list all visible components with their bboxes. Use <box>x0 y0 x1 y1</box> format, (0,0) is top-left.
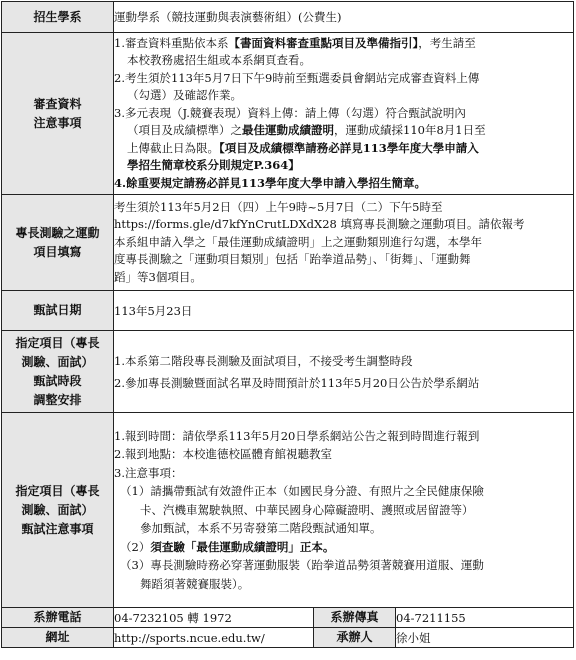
label-schedule: 指定項目（專長 測驗、面試） 甄試時段 調整安排 <box>2 331 114 413</box>
value-sport-item: 考生須於113年5月2日（四）上午9時~5月7日（二）下午5時至 https://forms.gle/d7kfYnCrutLDXdX28 填寫專長測驗之運動項目。請依報考 本系組申請入學之「最佳運動成績證明」上之運動類別進行勾選，本學年 度專長測驗之「運動項目類別」包括「跆拳道品勢」、「街舞」、「運動舞 蹈」等3個項目。 <box>114 195 574 291</box>
label-admission-dept: 招生學系 <box>2 2 114 33</box>
value-exam-date: 113年5月23日 <box>114 291 574 331</box>
label-sport-item: 專長測驗之運動 項目填寫 <box>2 195 114 291</box>
row-admission-dept <box>2 2 574 33</box>
value-admission-dept: 運動學系（競技運動與表演藝術組）(公費生) <box>114 2 574 33</box>
row-sport-item <box>2 195 574 291</box>
label-handler: 承辦人 <box>314 628 396 648</box>
value-phone: 04-7232105 轉 1972 <box>114 608 314 628</box>
label-review-notes: 審查資料 注意事項 <box>2 33 114 195</box>
row-exam-date <box>2 291 574 331</box>
label-phone: 系辦電話 <box>2 608 114 628</box>
value-website[interactable] <box>114 628 314 648</box>
value-exam-notes: 1.報到時間：請依學系113年5月20日學系網站公告之報到時間進行報到 2.報到地點：本校進德校區體育館視聽教室 3.注意事項： （1）請攜帶甄試有效證件正本（如國民身分證、有照片之全民健康保險 卡、汽機車駕駛執照、中華民國身心障礙證明、護照或居留證等） 參加甄試，本系不另寄發第二階段甄試通知單。 （2）須查驗「最佳運動成績證明」正本。 （3）專長測驗時務必穿著運動服裝（跆拳道品勢須著競賽用道服、運動 舞蹈須著競賽服裝）。 <box>114 413 574 608</box>
value-schedule: 1.本系第二階段專長測驗及面試項目，不接受考生調整時段 2.參加專長測驗暨面試名單及時間預計於113年5月20日公告於學系網站 <box>114 331 574 413</box>
row-exam-notes <box>2 413 574 608</box>
row-review-notes <box>2 33 574 195</box>
value-fax: 04-7211155 <box>396 608 574 628</box>
label-exam-date: 甄試日期 <box>2 291 114 331</box>
label-exam-notes: 指定項目（專長 測驗、面試） 甄試注意事項 <box>2 413 114 608</box>
website-link[interactable]: http://sports.ncue.edu.tw/ <box>114 630 265 645</box>
label-website: 網址 <box>2 628 114 648</box>
label-fax: 系辦傳真 <box>314 608 396 628</box>
row-contact-web <box>2 628 574 648</box>
value-review-notes: 1.審查資料重點依本系【書面資料審查重點項目及準備指引】，考生請至 本校教務處招生組或本系網頁查看。 2.考生須於113年5月7日下午9時前至甄選委員會網站完成審查資料上傳 （勾選）及確認作業。 3.多元表現（J.競賽表現）資料上傳：請上傳（勾選）符合甄試說明內 （項目及成績標準）之最佳運動成績證明，運動成績採110年8月1日至 上傳截止日為限。【項目及成績標準請務必詳見113學年度大學申請入 學招生簡章校系分則規定P.364】 4.餘重要規定請務必詳見113學年度大學申請入學招生簡章。 <box>114 33 574 195</box>
row-schedule <box>2 331 574 413</box>
admission-info-table <box>1 1 574 648</box>
value-handler: 徐小姐 <box>396 628 574 648</box>
row-contact-phone <box>2 608 574 628</box>
